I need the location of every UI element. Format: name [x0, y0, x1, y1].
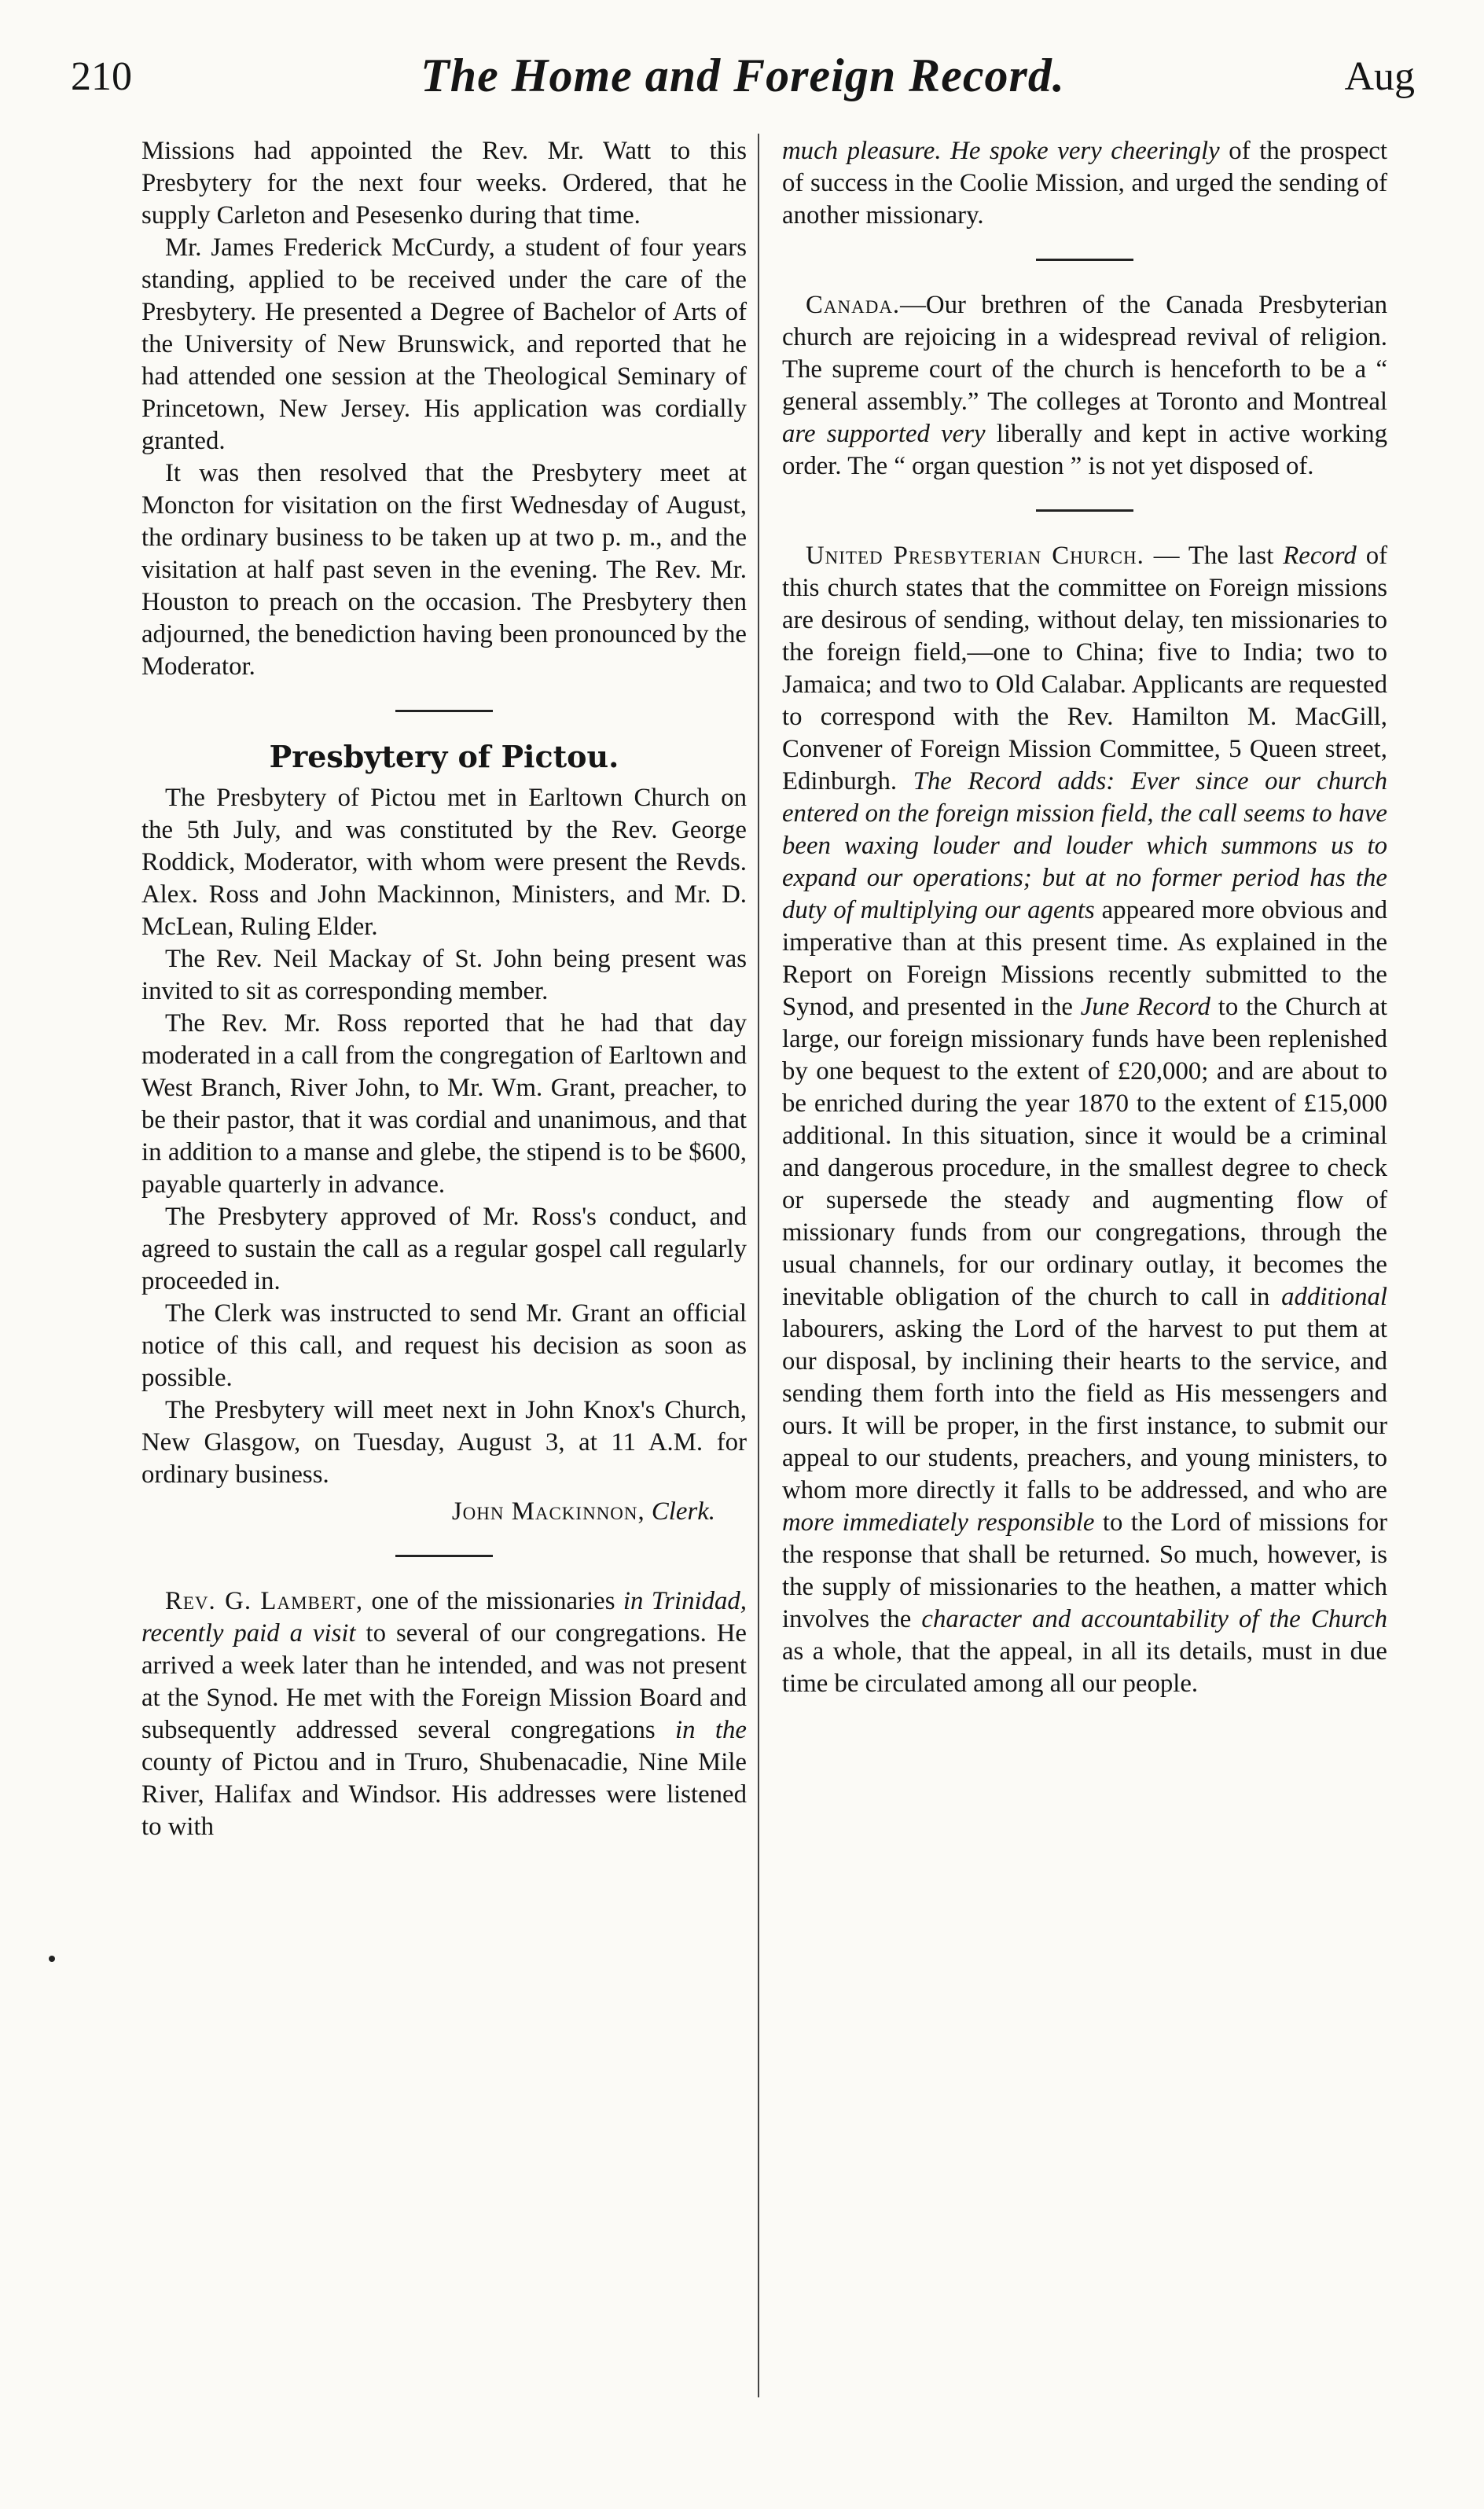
paragraph: It was then resolved that the Presbytery meet at Moncton for visitation on the first Wednesday of August, the ordinary business to be taken up at two p. m., and the visitation at half past seven in the evening. The Rev. Mr. Houston to preach on the occasion. The Presbytery then adjourned, the benediction having been pronounced by the Moderator. — [141, 459, 747, 681]
italic-run: much pleasure. He spoke very cheeringly — [782, 137, 1220, 165]
paragraph: Missions had appointed the Rev. Mr. Watt to this Presbytery for the next four weeks. Ordered, that he supply Carleton and Pesesenko during that time. — [141, 137, 747, 230]
italic-run: are supported very — [782, 420, 986, 448]
right-column — [782, 135, 1387, 1700]
paragraph — [782, 289, 1387, 483]
text-run: appeared more obvious and imperative than at this present time. As explained in the Report on Foreign Missions recently submitted to the Synod, and presented in the — [782, 896, 1387, 1021]
running-month: Aug — [1344, 54, 1415, 99]
paragraph: The Rev. Neil Mackay of St. John being present was invited to sit as corresponding member. — [141, 945, 747, 1005]
section-rule — [1036, 509, 1133, 512]
italic-run: in the — [675, 1716, 747, 1744]
signature — [141, 1496, 747, 1528]
paragraph: The Clerk was instructed to send Mr. Grant an official notice of this call, and request his decision as soon as possible. — [141, 1299, 747, 1392]
section-rule — [395, 1555, 493, 1557]
paragraph: The Presbytery will meet next in John Knox's Church, New Glasgow, on Tuesday, August 3, at 11 A.M. for ordinary business. — [141, 1396, 747, 1489]
text-run: labourers, asking the Lord of the harvest to put them at our disposal, by inclining their hearts to the service, and sending them forth into the field as His messengers and ours. It will be proper, in the first instance, to submit our appeal to our students, preachers, and young ministers, to whom more directly it falls to be addressed, and who are — [782, 1315, 1387, 1504]
left-column — [141, 135, 747, 1843]
text-run: of the prospect of success in the Coolie Mission, and urged the sending of another missionary. — [782, 137, 1387, 230]
italic-run: in Trinidad, recently paid a visit — [141, 1587, 748, 1648]
signature-role: Clerk. — [651, 1497, 715, 1526]
signature-name: John Mackinnon, — [451, 1497, 645, 1526]
text-run: liberally and kept in active working order. The “ organ question ” is not yet disposed of. — [782, 420, 1388, 480]
italic-run: Record — [1283, 542, 1357, 570]
page-header — [71, 46, 1415, 116]
italic-run: June Record — [1080, 993, 1210, 1021]
paragraph: The Presbytery approved of Mr. Ross's conduct, and agreed to sustain the call as a regular gospel call regularly proceeded in. — [141, 1203, 747, 1295]
section-rule — [395, 710, 493, 712]
margin-mark — [49, 1956, 55, 1962]
paragraph: The Presbytery of Pictou met in Earltown Church on the 5th July, and was constituted by the Rev. George Roddick, Moderator, with whom were present the Revds. Alex. Ross and John Mackinnon, Ministers, and Mr. D. McLean, Ruling Elder. — [141, 784, 747, 941]
text-run: to several of our congregations. He arrived a week later than he intended, and was not present at the Synod. He met with the Foreign Mission Board and subsequently addressed several congregations — [141, 1619, 747, 1744]
section-heading: Presbytery of Pictou. — [269, 739, 619, 774]
text-run: —Our brethren of the Canada Presbyterian church are rejoicing in a widespread revival of religion. The supreme court of the church is henceforth to be a “ general assembly.” The colleges at Toronto and Montreal — [782, 291, 1387, 416]
text-run: as a whole, that the appeal, in all its details, must in due time be circulated among all our people. — [782, 1637, 1387, 1698]
text-run: of this church states that the committee on Foreign missions are desirous of sending, without delay, ten missionaries to the foreign field,—one to China; five to India; two to Jamaica; and two to Old Calabar. Applicants are requested to correspond with the Rev. Hamilton M. MacGill, Convener of Foreign Mission Committee, 5 Queen street, Edinburgh. — [782, 542, 1388, 795]
lead-in: United Presbyterian Church. — [806, 542, 1144, 570]
italic-run: more immediately responsible — [782, 1508, 1095, 1537]
text-run: to the Church at large, our foreign missionary funds have been replenished by one bequest to the extent of £20,000; and are about to be enriched during the year 1870 to the extent of £15,000 additional. In this situation, since it would be a criminal and dangerous procedure, in the smallest degree to check or supersede the steady and augmenting flow of missionary funds from our congregations, through the usual channels, for our ordinary outlay, it becomes the inevitable obligation of the church to call in — [782, 993, 1388, 1311]
lead-in: Canada. — [806, 291, 901, 319]
journal-title: The Home and Foreign Record. — [421, 50, 1065, 101]
paragraph — [141, 1585, 747, 1843]
text-run: — The last — [1153, 542, 1274, 570]
paragraph: The Rev. Mr. Ross reported that he had that day moderated in a call from the congregation of Earltown and West Branch, River John, to Mr. Wm. Grant, preacher, to be their pastor, that it was cordial and unanimous, and that in addition to a manse and glebe, the stipend is to be $600, payable quarterly in advance. — [141, 1009, 747, 1199]
paragraph — [782, 135, 1387, 232]
lead-in: Rev. G. Lambert, — [165, 1587, 364, 1615]
text-run: to the Lord of missions for the response that shall be returned. So much, however, is the supply of missionaries to the heathen, a matter which involves the — [782, 1508, 1388, 1633]
paragraph — [782, 540, 1387, 1700]
italic-run: The Record adds: Ever since our church entered on the foreign mission field, the call seems to have been waxing louder and louder which summons us to expand our operations; but at no former period has the duty of multiplying our agents — [782, 767, 1387, 924]
section-rule — [1036, 259, 1133, 261]
italic-run: character and accountability of the Church — [921, 1605, 1387, 1633]
italic-run: additional — [1281, 1283, 1387, 1311]
text-run: county of Pictou and in Truro, Shubenacadie, Nine Mile River, Halifax and Windsor. His addresses were listened to with — [141, 1748, 747, 1841]
page-number: 210 — [71, 54, 132, 99]
column-divider — [758, 134, 759, 2397]
text-run: one of the missionaries — [371, 1587, 615, 1615]
paragraph: Mr. James Frederick McCurdy, a student of four years standing, applied to be received under the care of the Presbytery. He presented a Degree of Bachelor of Arts of the University of New Brunswick, and reported that he had attended one session at the Theological Seminary of Princetown, New Jersey. His application was cordially granted. — [141, 233, 747, 455]
